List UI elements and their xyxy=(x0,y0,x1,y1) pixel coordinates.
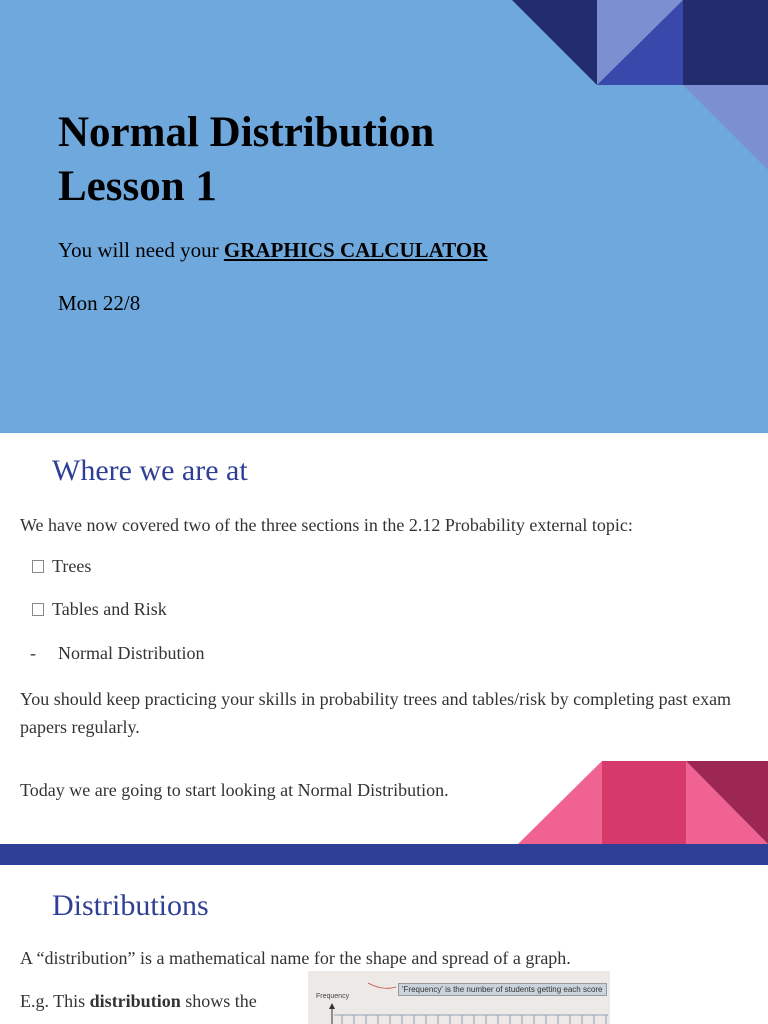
corner-decoration xyxy=(0,0,768,433)
deco-square-rose xyxy=(602,761,686,844)
list-item-label: Trees xyxy=(52,556,92,576)
list-item xyxy=(32,599,167,620)
title-slide xyxy=(0,0,768,433)
grid-lines xyxy=(334,1015,608,1024)
today-text: Today we are going to start looking at Normal Distribution. xyxy=(20,780,449,800)
slide-divider xyxy=(0,844,768,865)
intro-text: We have now covered two of the three sections in the 2.12 Probability external topic: xyxy=(20,515,633,535)
section-heading: Where we are at xyxy=(52,454,248,487)
example-suffix: shows the xyxy=(180,991,257,1011)
slide-title xyxy=(58,106,434,214)
checkbox-icon xyxy=(32,603,44,616)
deco-triangle-pink xyxy=(518,761,602,844)
checkbox-icon xyxy=(32,560,44,573)
practice-text: You should keep practicing your skills in probability trees and tables/risk by completing past exam papers regularly. xyxy=(20,689,732,737)
list-item xyxy=(32,556,91,577)
example-bold: distribution xyxy=(89,991,181,1011)
axis-arrow-icon xyxy=(329,1003,335,1009)
title-line-2: Lesson 1 xyxy=(58,163,217,210)
section-heading: Distributions xyxy=(52,889,209,922)
dash-marker: - xyxy=(30,643,36,663)
histogram-grid xyxy=(308,971,610,1024)
requirement-text xyxy=(58,238,487,263)
requirement-prefix: You will need your xyxy=(58,238,224,262)
list-item-label: Normal Distribution xyxy=(58,643,205,663)
example-text xyxy=(20,987,257,1015)
deco-triangle-lavender-2 xyxy=(683,85,768,170)
annotation-arrow-icon xyxy=(368,983,396,988)
definition-text: A “distribution” is a mathematical name for the shape and spread of a graph. xyxy=(20,948,571,968)
title-line-1: Normal Distribution xyxy=(58,109,435,156)
lesson-date: Mon 22/8 xyxy=(58,291,141,315)
histogram-photo xyxy=(308,971,610,1024)
requirement-item: GRAPHICS CALCULATOR xyxy=(223,238,488,262)
photo-axis-label: Frequency xyxy=(316,993,350,1000)
photo-caption: 'Frequency' is the number of students getting each score xyxy=(398,983,607,996)
distributions-slide xyxy=(0,865,768,1024)
deco-triangle-navy xyxy=(512,0,597,85)
list-item-label: Tables and Risk xyxy=(52,599,167,619)
deco-square-navy xyxy=(683,0,768,85)
list-item xyxy=(30,643,205,664)
overview-slide xyxy=(0,433,768,844)
example-prefix: E.g. This xyxy=(20,991,90,1011)
